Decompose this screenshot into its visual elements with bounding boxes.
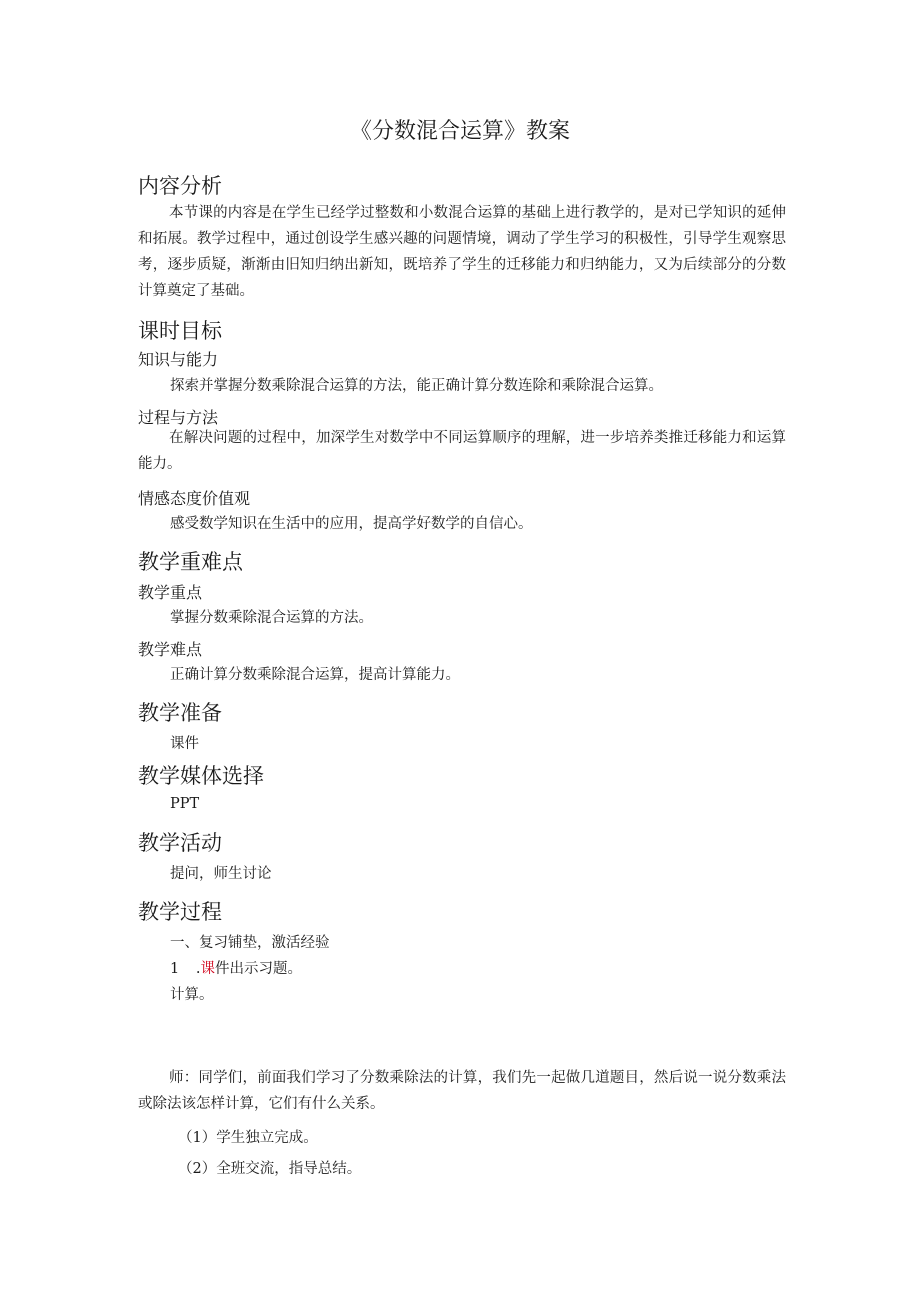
preparation-text: 课件 — [170, 736, 199, 752]
item-number: 1 — [170, 961, 180, 977]
item-dot: . — [195, 961, 201, 977]
section-heading-preparation: 教学准备 — [138, 701, 222, 725]
subheading-knowledge: 知识与能力 — [138, 350, 219, 369]
section-heading-content-analysis: 内容分析 — [138, 174, 222, 198]
section-heading-process: 教学过程 — [138, 900, 222, 924]
knowledge-text: 探索并掌握分数乘除混合运算的方法，能正确计算分数连除和乘除混合运算。 — [170, 378, 663, 394]
process-item-1 — [170, 957, 302, 978]
highlighted-text: 课 — [200, 961, 215, 977]
focus-text: 掌握分数乘除混合运算的方法。 — [170, 610, 373, 626]
section-heading-media: 教学媒体选择 — [138, 764, 264, 788]
section-heading-activity: 教学活动 — [138, 831, 222, 855]
document-title: 《分数混合运算》教案 — [349, 119, 570, 144]
subheading-difficulty: 教学难点 — [138, 640, 203, 659]
subheading-focus: 教学重点 — [138, 583, 203, 602]
content-analysis-paragraph: 本节课的内容是在学生已经学过整数和小数混合运算的基础上进行教学的，是对已学知识的延伸和拓展。教学过程中，通过创设学生感兴趣的问题情境，调动了学生学习的积极性，引导学生观察思考，逐步质疑，渐渐由旧知归纳出新知，既培养了学生的迁移能力和归纳能力，又为后续部分的分数计算奠定了基础。 — [138, 205, 786, 299]
process-method-text: 在解决问题的过程中，加深学生对数学中不同运算顺序的理解，进一步培养类推迁移能力和运算能力。 — [138, 430, 786, 472]
sub-item-1: （1）学生独立完成。 — [178, 1130, 318, 1146]
subheading-process-method: 过程与方法 — [138, 408, 219, 427]
section-heading-objectives: 课时目标 — [138, 319, 222, 343]
teacher-paragraph: 师：同学们，前面我们学习了分数乘除法的计算，我们先一起做几道题目，然后说一说分数乘法或除法该怎样计算，它们有什么关系。 — [138, 1070, 786, 1112]
calc-text: 计算。 — [170, 987, 214, 1003]
sub-item-2: （2）全班交流，指导总结。 — [178, 1161, 362, 1177]
activity-text: 提问，师生讨论 — [170, 866, 272, 882]
section-heading-key-points: 教学重难点 — [138, 550, 243, 574]
process-step-1: 一、复习铺垫，激活经验 — [170, 935, 330, 951]
subheading-emotion: 情感态度价值观 — [138, 489, 251, 508]
emotion-text: 感受数学知识在生活中的应用，提高学好数学的自信心。 — [170, 516, 533, 532]
item-text: 件出示习题。 — [214, 961, 302, 977]
difficulty-text: 正确计算分数乘除混合运算，提高计算能力。 — [170, 667, 460, 683]
media-text: PPT — [170, 796, 200, 812]
